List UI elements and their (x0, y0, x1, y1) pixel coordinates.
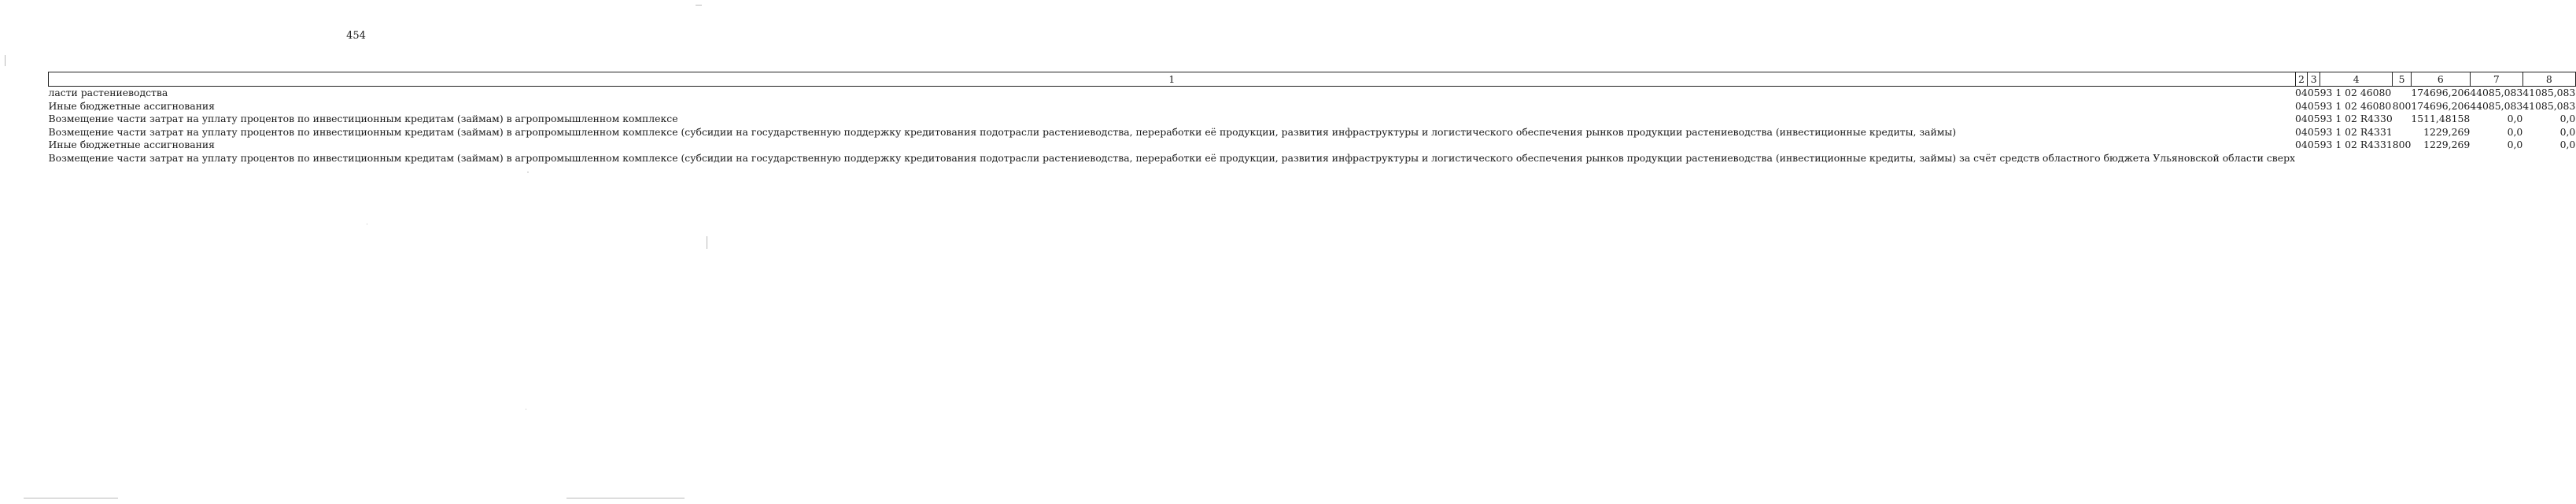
row-amount-col8: 41085,083 (2522, 99, 2576, 112)
table-row (49, 139, 2576, 152)
row-amount-col7: 0,0 (2507, 113, 2523, 125)
row-section: 04 (2295, 87, 2308, 98)
row-name: Возмещение части затрат на уплату процентов по инвестиционным кредитам (займам) в агропромышленном комплексе (субсидии на государственную поддержку кредитования подотрасли растениеводства, переработки её продукции, развития инфраструктуры и логистического обеспечения рынков продукции растениеводства (инвестиционные кредиты, займы) за счёт средств областного бюджета Ульяновской области сверх (48, 151, 2296, 164)
table-row (49, 152, 2576, 165)
row-expense-type (2393, 126, 2412, 139)
row-amount-col6: 1511,48158 (2411, 113, 2471, 125)
row-amount-col8: 0,0 (2559, 125, 2576, 138)
row-subsection: 05 (2307, 87, 2320, 98)
row-section: 04 (2295, 139, 2308, 151)
scan-speck (5, 55, 6, 66)
row-amount-col7: 44085,083 (2470, 87, 2523, 98)
table-row (49, 87, 2576, 100)
header-row (49, 72, 2576, 87)
row-subsection: 05 (2307, 125, 2320, 138)
row-expense-type (2393, 152, 2412, 165)
row-expense-type: 800 (2392, 139, 2412, 151)
row-amount-col8: 0,0 (2559, 113, 2576, 125)
budget-table (48, 72, 2576, 165)
row-amount-col6: 174696,206 (2411, 87, 2471, 98)
row-section: 04 (2295, 99, 2308, 112)
row-amount-col8: 41085,083 (2522, 87, 2576, 98)
row-subsection: 05 (2307, 139, 2320, 151)
table-row (49, 100, 2576, 113)
row-target-code: 93 1 02 R4331 (2320, 139, 2393, 151)
page-number: 454 (346, 30, 366, 42)
row-amount-col8 (2522, 152, 2575, 165)
row-expense-type: 800 (2392, 99, 2412, 112)
row-target-code: 93 1 02 R4331 (2320, 125, 2393, 138)
row-subsection: 05 (2307, 99, 2320, 112)
header-col-8: 8 (2522, 72, 2575, 87)
row-target-code (2320, 152, 2393, 165)
row-target-code: 93 1 02 R4330 (2320, 113, 2393, 125)
row-expense-type (2393, 113, 2412, 126)
row-target-code: 93 1 02 46080 (2320, 99, 2392, 112)
header-col-3: 3 (2308, 72, 2320, 87)
row-amount-col8: 0,0 (2559, 139, 2576, 151)
row-amount-col6 (2411, 152, 2470, 165)
header-col-6: 6 (2411, 72, 2470, 87)
row-amount-col6: 1229,269 (2423, 139, 2471, 151)
row-name: Иные бюджетные ассигнования (48, 139, 215, 151)
header-col-7: 7 (2470, 72, 2522, 87)
row-section: 04 (2295, 125, 2308, 138)
table-row (49, 126, 2576, 139)
row-amount-col7: 0,0 (2507, 125, 2523, 138)
table-row (49, 113, 2576, 126)
header-col-5: 5 (2393, 72, 2412, 87)
row-name: Возмещение части затрат на уплату процентов по инвестиционным кредитам (займам) в агропромышленном комплексе (48, 113, 678, 125)
row-amount-col6: 174696,206 (2411, 99, 2471, 112)
row-amount-col7: 44085,083 (2470, 99, 2523, 112)
row-amount-col7: 0,0 (2507, 139, 2523, 151)
row-expense-type (2393, 87, 2412, 100)
header-col-4: 4 (2320, 72, 2393, 87)
row-name: Возмещение части затрат на уплату процентов по инвестиционным кредитам (займам) в агропромышленном комплексе (субсидии на государственную поддержку кредитования подотрасли растениеводства, переработки её продукции, развития инфраструктуры и логистического обеспечения рынков продукции растениеводства (инвестиционные кредиты, займы) (48, 125, 1957, 138)
row-name: ласти растениеводства (48, 87, 168, 98)
row-section (2295, 152, 2308, 165)
scan-speck (696, 5, 702, 6)
row-amount-col7 (2470, 152, 2522, 165)
row-section: 04 (2295, 113, 2308, 125)
row-amount-col6: 1229,269 (2423, 125, 2471, 138)
header-col-1: 1 (49, 72, 2296, 87)
row-name: Иные бюджетные ассигнования (48, 99, 215, 112)
row-target-code: 93 1 02 46080 (2320, 87, 2392, 98)
row-subsection (2308, 152, 2320, 165)
row-subsection: 05 (2307, 113, 2320, 125)
header-col-2: 2 (2295, 72, 2308, 87)
